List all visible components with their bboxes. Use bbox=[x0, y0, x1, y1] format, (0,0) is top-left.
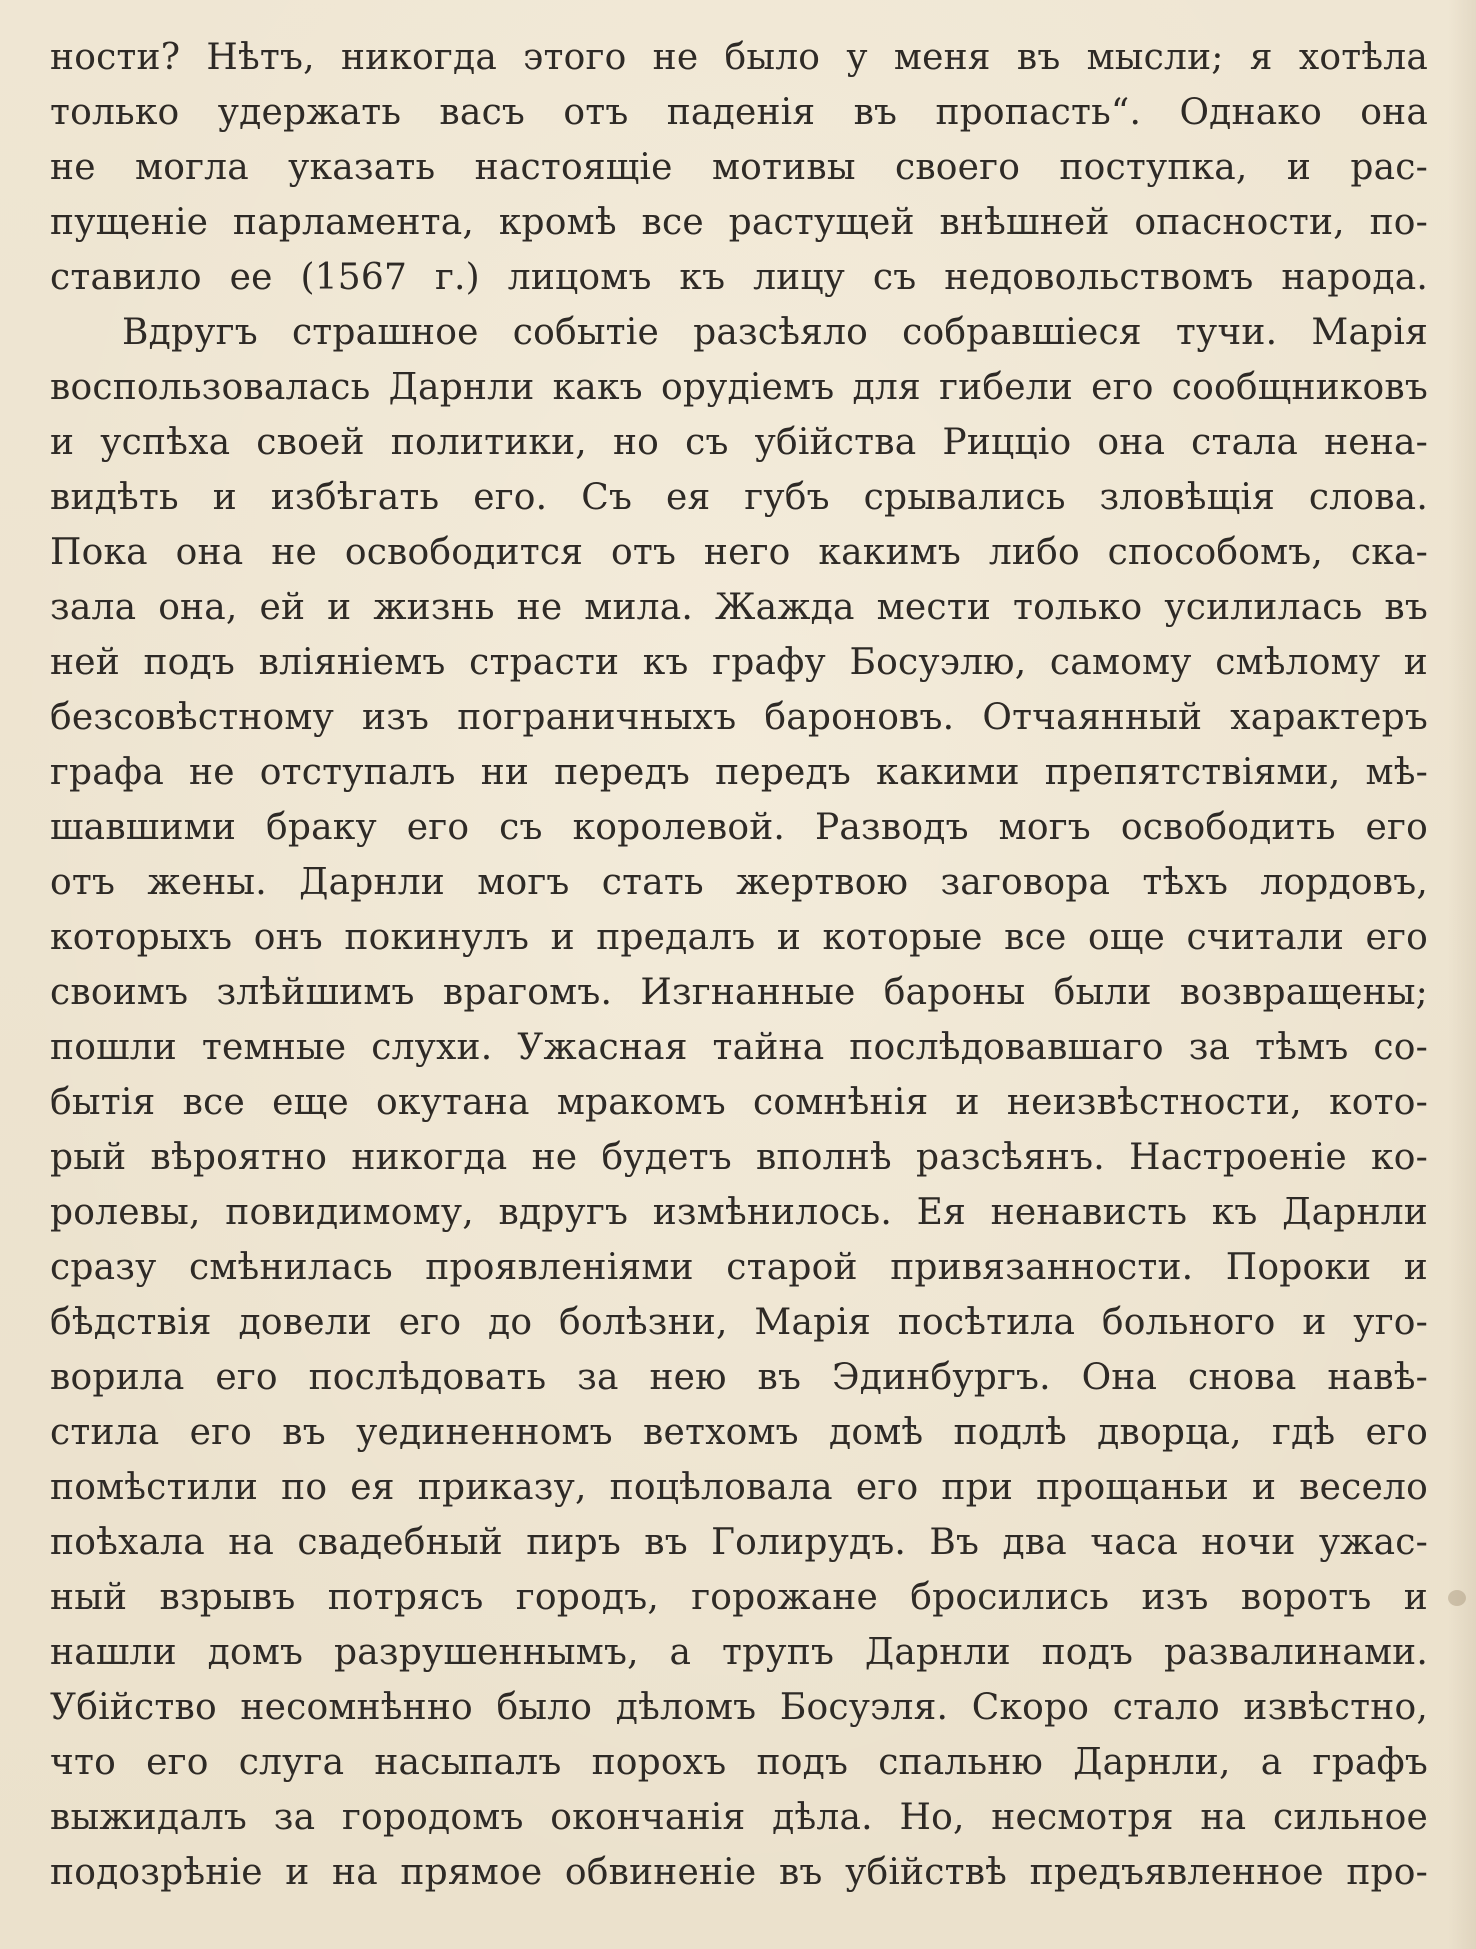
text-line: ворила его послѣдовать за нею въ Эдинбургъ. Она снова навѣ- bbox=[50, 1357, 1428, 1398]
text-line: видѣть и избѣгать его. Съ ея губъ срывались зловѣщія слова. bbox=[50, 477, 1428, 518]
text-line: ней подъ вліяніемъ страсти къ графу Босуэлю, самому смѣлому и bbox=[50, 642, 1428, 683]
text-line: ности? Нѣтъ, никогда этого не было у меня въ мысли; я хотѣла bbox=[50, 37, 1428, 78]
text-line: которыхъ онъ покинулъ и предалъ и которые все още считали его bbox=[50, 917, 1428, 958]
text-line: воспользовалась Дарнли какъ орудіемъ для гибели его сообщниковъ bbox=[50, 367, 1428, 408]
text-line: подозрѣніе и на прямое обвиненіе въ убійствѣ предъявленное про- bbox=[50, 1852, 1428, 1893]
text-line: сразу смѣнилась проявленіями старой привязанности. Пороки и bbox=[50, 1247, 1428, 1288]
text-line: пущеніе парламента, кромѣ все растущей внѣшней опасности, по- bbox=[50, 202, 1428, 243]
text-line: выжидалъ за городомъ окончанія дѣла. Но, несмотря на сильное bbox=[50, 1797, 1428, 1838]
text-line: рый вѣроятно никогда не будетъ вполнѣ разсѣянъ. Настроеніе ко- bbox=[50, 1137, 1428, 1178]
text-line: ный взрывъ потрясъ городъ, горожане бросились изъ воротъ и bbox=[50, 1577, 1428, 1618]
paper-stain bbox=[1448, 1590, 1466, 1606]
page-text bbox=[50, 30, 1428, 1900]
text-line: бѣдствія довели его до болѣзни, Марія посѣтила больного и уго- bbox=[50, 1302, 1428, 1343]
text-line: шавшими браку его съ королевой. Разводъ могъ освободить его bbox=[50, 807, 1428, 848]
text-line: что его слуга насыпалъ порохъ подъ спальню Дарнли, а графъ bbox=[50, 1742, 1428, 1783]
text-line: Убійство несомнѣнно было дѣломъ Босуэля. Скоро стало извѣстно, bbox=[50, 1687, 1428, 1728]
text-line: своимъ злѣйшимъ врагомъ. Изгнанные бароны были возвращены; bbox=[50, 972, 1428, 1013]
text-line: только удержать васъ отъ паденія въ пропасть“. Однако она bbox=[50, 92, 1428, 133]
paragraph-first-line: Вдругъ страшное событіе разсѣяло собравшіеся тучи. Марія bbox=[122, 312, 1428, 353]
text-line: стила его въ уединенномъ ветхомъ домѣ подлѣ дворца, гдѣ его bbox=[50, 1412, 1428, 1453]
text-line: Пока она не освободится отъ него какимъ либо способомъ, ска- bbox=[50, 532, 1428, 573]
text-line: отъ жены. Дарнли могъ стать жертвою заговора тѣхъ лордовъ, bbox=[50, 862, 1428, 903]
text-line: бытія все еще окутана мракомъ сомнѣнія и неизвѣстности, кото- bbox=[50, 1082, 1428, 1123]
text-line: графа не отступалъ ни передъ передъ какими препятствіями, мѣ- bbox=[50, 752, 1428, 793]
text-line: ролевы, повидимому, вдругъ измѣнилось. Ея ненависть къ Дарнли bbox=[50, 1192, 1428, 1233]
text-line: ставило ее (1567 г.) лицомъ къ лицу съ недовольствомъ народа. bbox=[50, 257, 1428, 298]
text-line: поѣхала на свадебный пиръ въ Голирудъ. Въ два часа ночи ужас- bbox=[50, 1522, 1428, 1563]
text-line: помѣстили по ея приказу, поцѣловала его при прощаньи и весело bbox=[50, 1467, 1428, 1508]
text-line: безсовѣстному изъ пограничныхъ бароновъ. Отчаянный характеръ bbox=[50, 697, 1428, 738]
text-line: нашли домъ разрушеннымъ, а трупъ Дарнли подъ развалинами. bbox=[50, 1632, 1428, 1673]
text-line: и успѣха своей политики, но съ убійства Рицціо она стала нена- bbox=[50, 422, 1428, 463]
text-line: зала она, ей и жизнь не мила. Жажда мести только усилилась въ bbox=[50, 587, 1428, 628]
text-line: не могла указать настоящіе мотивы своего поступка, и рас- bbox=[50, 147, 1428, 188]
text-line: пошли темные слухи. Ужасная тайна послѣдовавшаго за тѣмъ со- bbox=[50, 1027, 1428, 1068]
